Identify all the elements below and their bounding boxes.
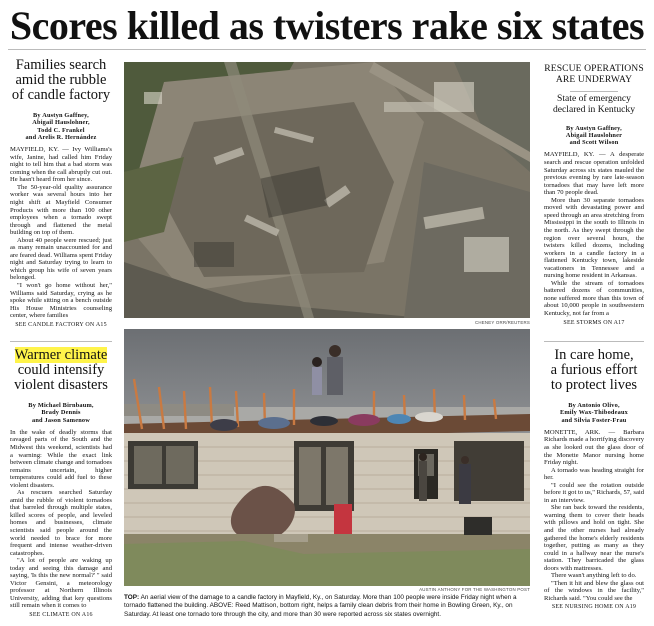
story-body: In the wake of deadly storms that ravaged parts of the South and the Midwest this weekend, scientists had a warning: While the exact link between climate change and tornadoes remains uncertain, higher temperatures could add fuel to these violent disasters. As rescuers searched Saturday amid the rubble of violent tornadoes that barreled through multiple states, killed scores of people, and leveled homes and businesses, climate scientists said people around the world needed to brace for more frequent and intense weather-driven catastrophes. "A lot of people are waking up today and seeing this damage and saying, 'Is this the new normal?' " said Victor Gensini, a meteorology professor at Northern Illinois University, adding that key questions still remain when it comes to (10, 428, 112, 610)
story-deck: State of emergency declared in Kentucky (552, 92, 636, 115)
story-candle-factory (10, 58, 112, 328)
headline-rule (8, 49, 646, 50)
story-body: MONETTE, ARK. — Barbara Richards made a horrifying discovery as she looked out the glass door of the Monette Manor nursing home Friday night. A tornado was heading straight for her. "I could see the rotation outside before it got to us," Richards, 57, said in an interview. She ran back toward the residents, warning them to cover their heads with pillows and hold on tight. She and the other nurses had already gathered the home's elderly residents together, putting as many as they could in a hallway near the nurse's station. They barricaded the glass doors with mattresses. There wasn't anything left to do. "Then it hit and blew the glass out of the windows in the facility," Richards said. "You could see the (544, 428, 644, 602)
story-headline: In care home, a furious effort to protect lives (550, 347, 638, 393)
highlighted-text: Warmer climate (14, 347, 108, 363)
jump-link[interactable]: SEE CANDLE FACTORY ON A15 (15, 321, 107, 328)
story-headline: Families search amid the rubble of candle factory (11, 57, 111, 103)
main-headline: Scores killed as twisters rake six states (9, 3, 645, 48)
section-divider (544, 341, 644, 342)
story-kicker: RESCUE OPERATIONS ARE UNDERWAY (544, 63, 644, 85)
story-body: MAYFIELD, KY. — Ivy Williams's wife, Janine, had called him Friday night to tell him that a bad storm was coming when the call abruptly cut out. He hasn't heard from her since. The 50-year-old quality assurance worker was several hours into her night shift at Mayfield Consumer Products with more than 100 other employees when a tornado swept through and flattened the metal building on top of them. About 40 people were rescued; just as many remain unaccounted for and are feared dead. Williams spent Friday night and Saturday trying to learn to which group his wife of seven years belonged. "I won't go home without her," Williams said Saturday, crying as he spoke while sitting on a bench outside His House Ministries counseling center, where families (10, 146, 112, 320)
aerial-damage-image (124, 62, 530, 318)
byline: By Austyn Gaffney, Abigail Hauslohner, Todd C. Frankel and Arelis R. Hernández (25, 112, 97, 141)
jump-link[interactable]: SEE NURSING HOME ON A19 (551, 604, 637, 611)
story-nursing-home (544, 348, 644, 610)
house-damage-image (124, 329, 530, 586)
photo-credit: AUSTIN ANTHONY FOR THE WASHINGTON POST (419, 587, 530, 592)
photo-credit: CHENEY ORR/REUTERS (475, 320, 530, 325)
story-climate (10, 348, 112, 618)
kicker-rule (570, 91, 618, 92)
section-divider (10, 341, 112, 342)
jump-link[interactable]: SEE CLIMATE ON A16 (29, 612, 93, 619)
story-rescue-operations (544, 64, 644, 326)
byline: By Austyn Gaffney, Abigail Hauslohner and Scott Wilson (565, 124, 623, 147)
jump-link[interactable]: SEE STORMS ON A17 (563, 319, 625, 326)
byline: By Antonio Olivo, Emily Wax-Thibodeaux and Silvia Foster-Frau (559, 402, 629, 424)
byline: By Michael Birnbaum, Brady Dennis and Jason Samenow (28, 402, 94, 424)
story-body: MAYFIELD, KY. — A desperate search and rescue operation unfolded Saturday across six states mauled the previous evening by rare late-season tornadoes that may have left more than 70 people dead. More than 30 separate tornadoes moved with devastating power and speed through an area stretching from Mississippi in the south to Illinois in the north. As they swept through the region over several hours, the twisters killed dozens, including workers in a candle factory in a flattened Kentucky town, lakeside vacationers in Tennessee and a nursing home resident in Arkansas. While the stream of tornadoes battered dozens of communities, none suffered more than this town of about 10,000 people in southwestern Kentucky, not far from a (544, 151, 644, 317)
photo-aerial-factory (124, 62, 530, 318)
photo-caption: TOP: An aerial view of the damage to a candle factory in Mayfield, Ky., on Saturday. More than 100 people were inside Friday night when a tornado flattened the building. ABOVE: Reed Mattison, bottom right, helps a family clean debris from their home in Bowling Green, Ky., on Saturday. At least one tornado tore through the city, and more than 30 were reported across six states overnight. (124, 594, 517, 618)
story-headline: Warmer climate could intensify violent disasters (14, 347, 108, 393)
photo-bowling-green-home (124, 329, 530, 586)
